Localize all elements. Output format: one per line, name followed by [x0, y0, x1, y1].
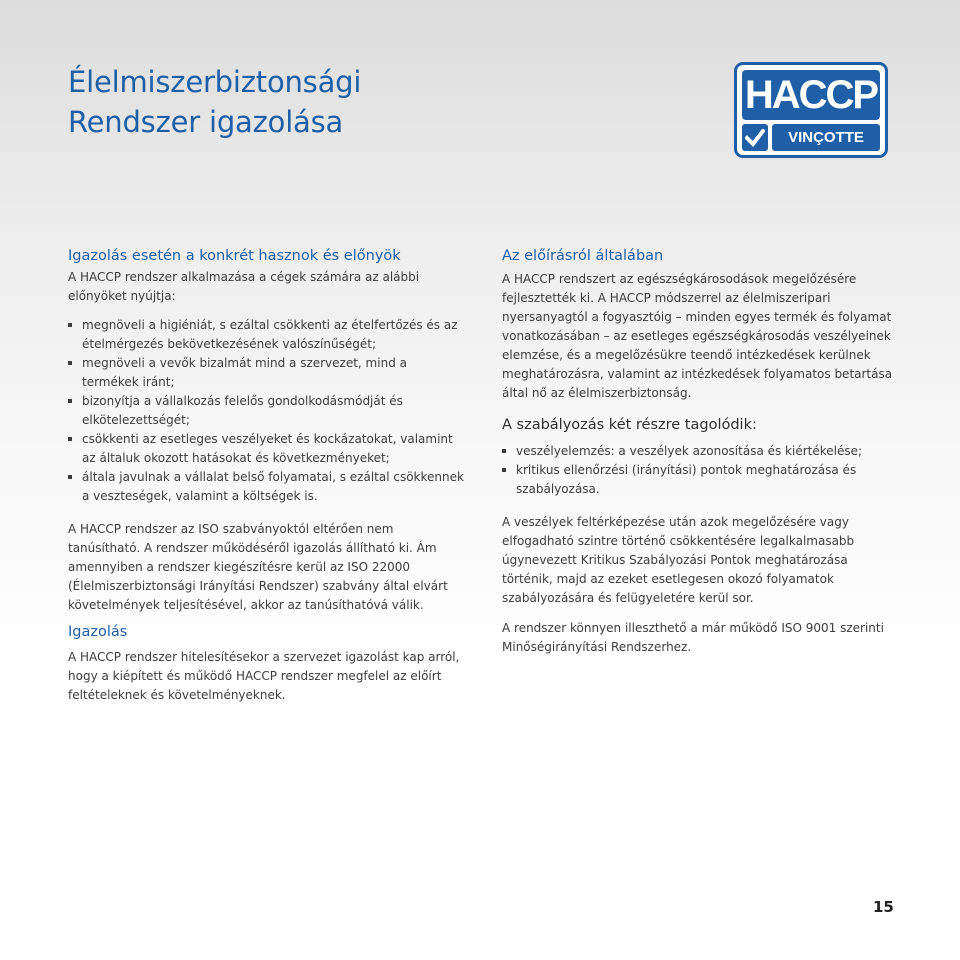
- right-column: [502, 246, 896, 657]
- benefits-list: [68, 316, 464, 506]
- benefits-heading: Igazolás esetén a konkrét hasznok és előnyök: [68, 248, 401, 264]
- list-item: csökkenti az esetleges veszélyeket és kockázatokat, valamint az általuk okozott hatásokat és következményeket;: [68, 430, 464, 468]
- igazolas-heading: Igazolás: [68, 624, 128, 640]
- page-number: 15: [873, 898, 894, 916]
- parts-list: [502, 442, 896, 499]
- general-heading: Az előírásról általában: [502, 248, 664, 264]
- list-item: kritikus ellenőrzési (irányítási) pontok meghatározása és szabályozása.: [502, 461, 896, 499]
- left-column: [68, 246, 464, 705]
- logo-vincotte-text: VINÇOTTE: [772, 124, 880, 151]
- benefits-intro: A HACCP rendszer alkalmazása a cégek számára az alábbi előnyöket nyújtja:: [68, 270, 420, 303]
- haccp-vincotte-logo: [734, 62, 888, 158]
- page-title-line-1: Élelmiszerbiztonsági: [68, 65, 362, 99]
- list-item: megnöveli a higiéniát, s ezáltal csökkenti az ételfertőzés és az ételmérgezés bekövetkezésének valószínűségét;: [68, 316, 464, 354]
- hazard-paragraph: A veszélyek feltérképezése után azok megelőzésére vagy elfogadható szintre történő csökkentésére legalkalmasabb úgynevezett Kritikus Szabályozási Pontok meghatározása történik, majd az ezeket esetlegesen okozó folyamatok szabályozására és felügyeletére kerül sor.: [502, 515, 855, 605]
- iso9001-paragraph: A rendszer könnyen illeszthető a már működő ISO 9001 szerinti Minőségirányítási Rendszerhez.: [502, 621, 884, 654]
- igazolas-paragraph: A HACCP rendszer hitelesítésekor a szervezet igazolást kap arról, hogy a kiépített és működő HACCP rendszer megfelel az előírt feltételeknek és követelményeknek.: [68, 650, 460, 702]
- iso-paragraph: A HACCP rendszer az ISO szabványoktól eltérően nem tanúsítható. A rendszer működéséről igazolás állítható ki. Ám amennyiben a rendszer kiegészítésre kerül az ISO 22000 (Élelmiszerbiztonsági Irányítási Rendszer) szabvány által elvárt követelmények teljesítésével, akkor az tanúsíthatóvá válik.: [68, 522, 448, 612]
- list-item: bizonyítja a vállalkozás felelős gondolkodásmódját és elkötelezettségét;: [68, 392, 464, 430]
- page-title-line-2: Rendszer igazolása: [68, 105, 344, 139]
- general-paragraph: A HACCP rendszert az egészségkárosodások megelőzésére fejlesztették ki. A HACCP módszerrel az élelmiszeripari nyersanyagtól a fogyasztóig – minden egyes termék és folyamat vonatkozásában – az esetleges egészségkárosodás veszélyeinek elemzése, és a megelőzésükre teendő intézkedések kerülnek meghatározásra, valamint az intézkedések folyamatos betartása által nő az élelmiszerbiztonság.: [502, 272, 893, 400]
- logo-bottom-bar: [742, 124, 880, 151]
- list-item: megnöveli a vevők bizalmát mind a szervezet, mind a termékek iránt;: [68, 354, 464, 392]
- logo-haccp-text: HACCP: [742, 70, 880, 120]
- list-item: általa javulnak a vállalat belső folyamatai, s ezáltal csökkennek a veszteségek, valamint a költségek is.: [68, 468, 464, 506]
- list-item: veszélyelemzés: a veszélyek azonosítása és kiértékelése;: [502, 442, 896, 461]
- parts-heading: A szabályozás két részre tagolódik:: [502, 417, 757, 433]
- checkmark-icon: [742, 124, 768, 151]
- page-title: [68, 62, 361, 142]
